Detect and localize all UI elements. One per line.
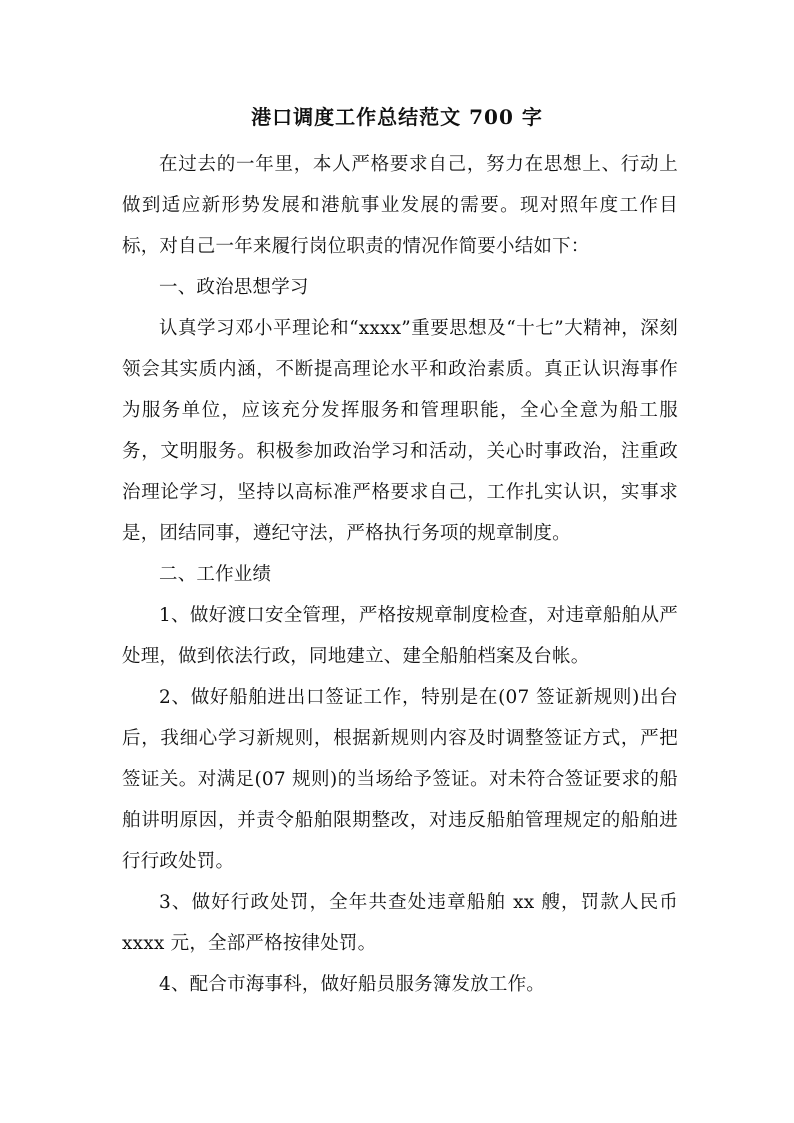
section-heading-politics: 一、政治思想学习 xyxy=(159,277,309,298)
achievement-item-2: 2、做好船舶进出口签证工作，特别是在(07 签证新规则)出台后，我细心学习新规则，根据新规则内容及时调整签证方式，严把签证关。对满足(07 规则)的当场给予签证。对未符合签证要求的船舶讲明原因，并责令船舶限期整改，对违反船舶管理规定的船舶进行行政处罚。 xyxy=(122,687,678,872)
achievement-item-3: 3、做好行政处罚，全年共查处违章船舶 xx 艘，罚款人民币 xxxx 元，全部严格按律处罚。 xyxy=(122,892,678,954)
document-title: 港口调度工作总结范文 700 字 xyxy=(251,105,543,129)
achievement-item-4: 4、配合市海事科，做好船员服务簿发放工作。 xyxy=(159,974,545,995)
achievement-item-1: 1、做好渡口安全管理，严格按规章制度检查，对违章船舶从严处理，做到依法行政，同地建立、建全船舶档案及台帐。 xyxy=(122,605,678,667)
section-body-politics: 认真学习邓小平理论和“xxxx”重要思想及“十七”大精神，深刻领会其实质内涵，不断提高理论水平和政治素质。真正认识海事作为服务单位，应该充分发挥服务和管理职能，全心全意为船工服务，文明服务。积极参加政治学习和活动，关心时事政治，注重政治理论学习，坚持以高标准严格要求自己，工作扎实认识，实事求是，团结同事，遵纪守法，严格执行务项的规章制度。 xyxy=(122,318,678,544)
document-body xyxy=(122,144,678,1005)
section-heading-achievements: 二、工作业绩 xyxy=(159,564,272,585)
intro-paragraph: 在过去的一年里，本人严格要求自己，努力在思想上、行动上做到适应新形势发展和港航事业发展的需要。现对照年度工作目标，对自己一年来履行岗位职责的情况作简要小结如下： xyxy=(122,154,678,257)
